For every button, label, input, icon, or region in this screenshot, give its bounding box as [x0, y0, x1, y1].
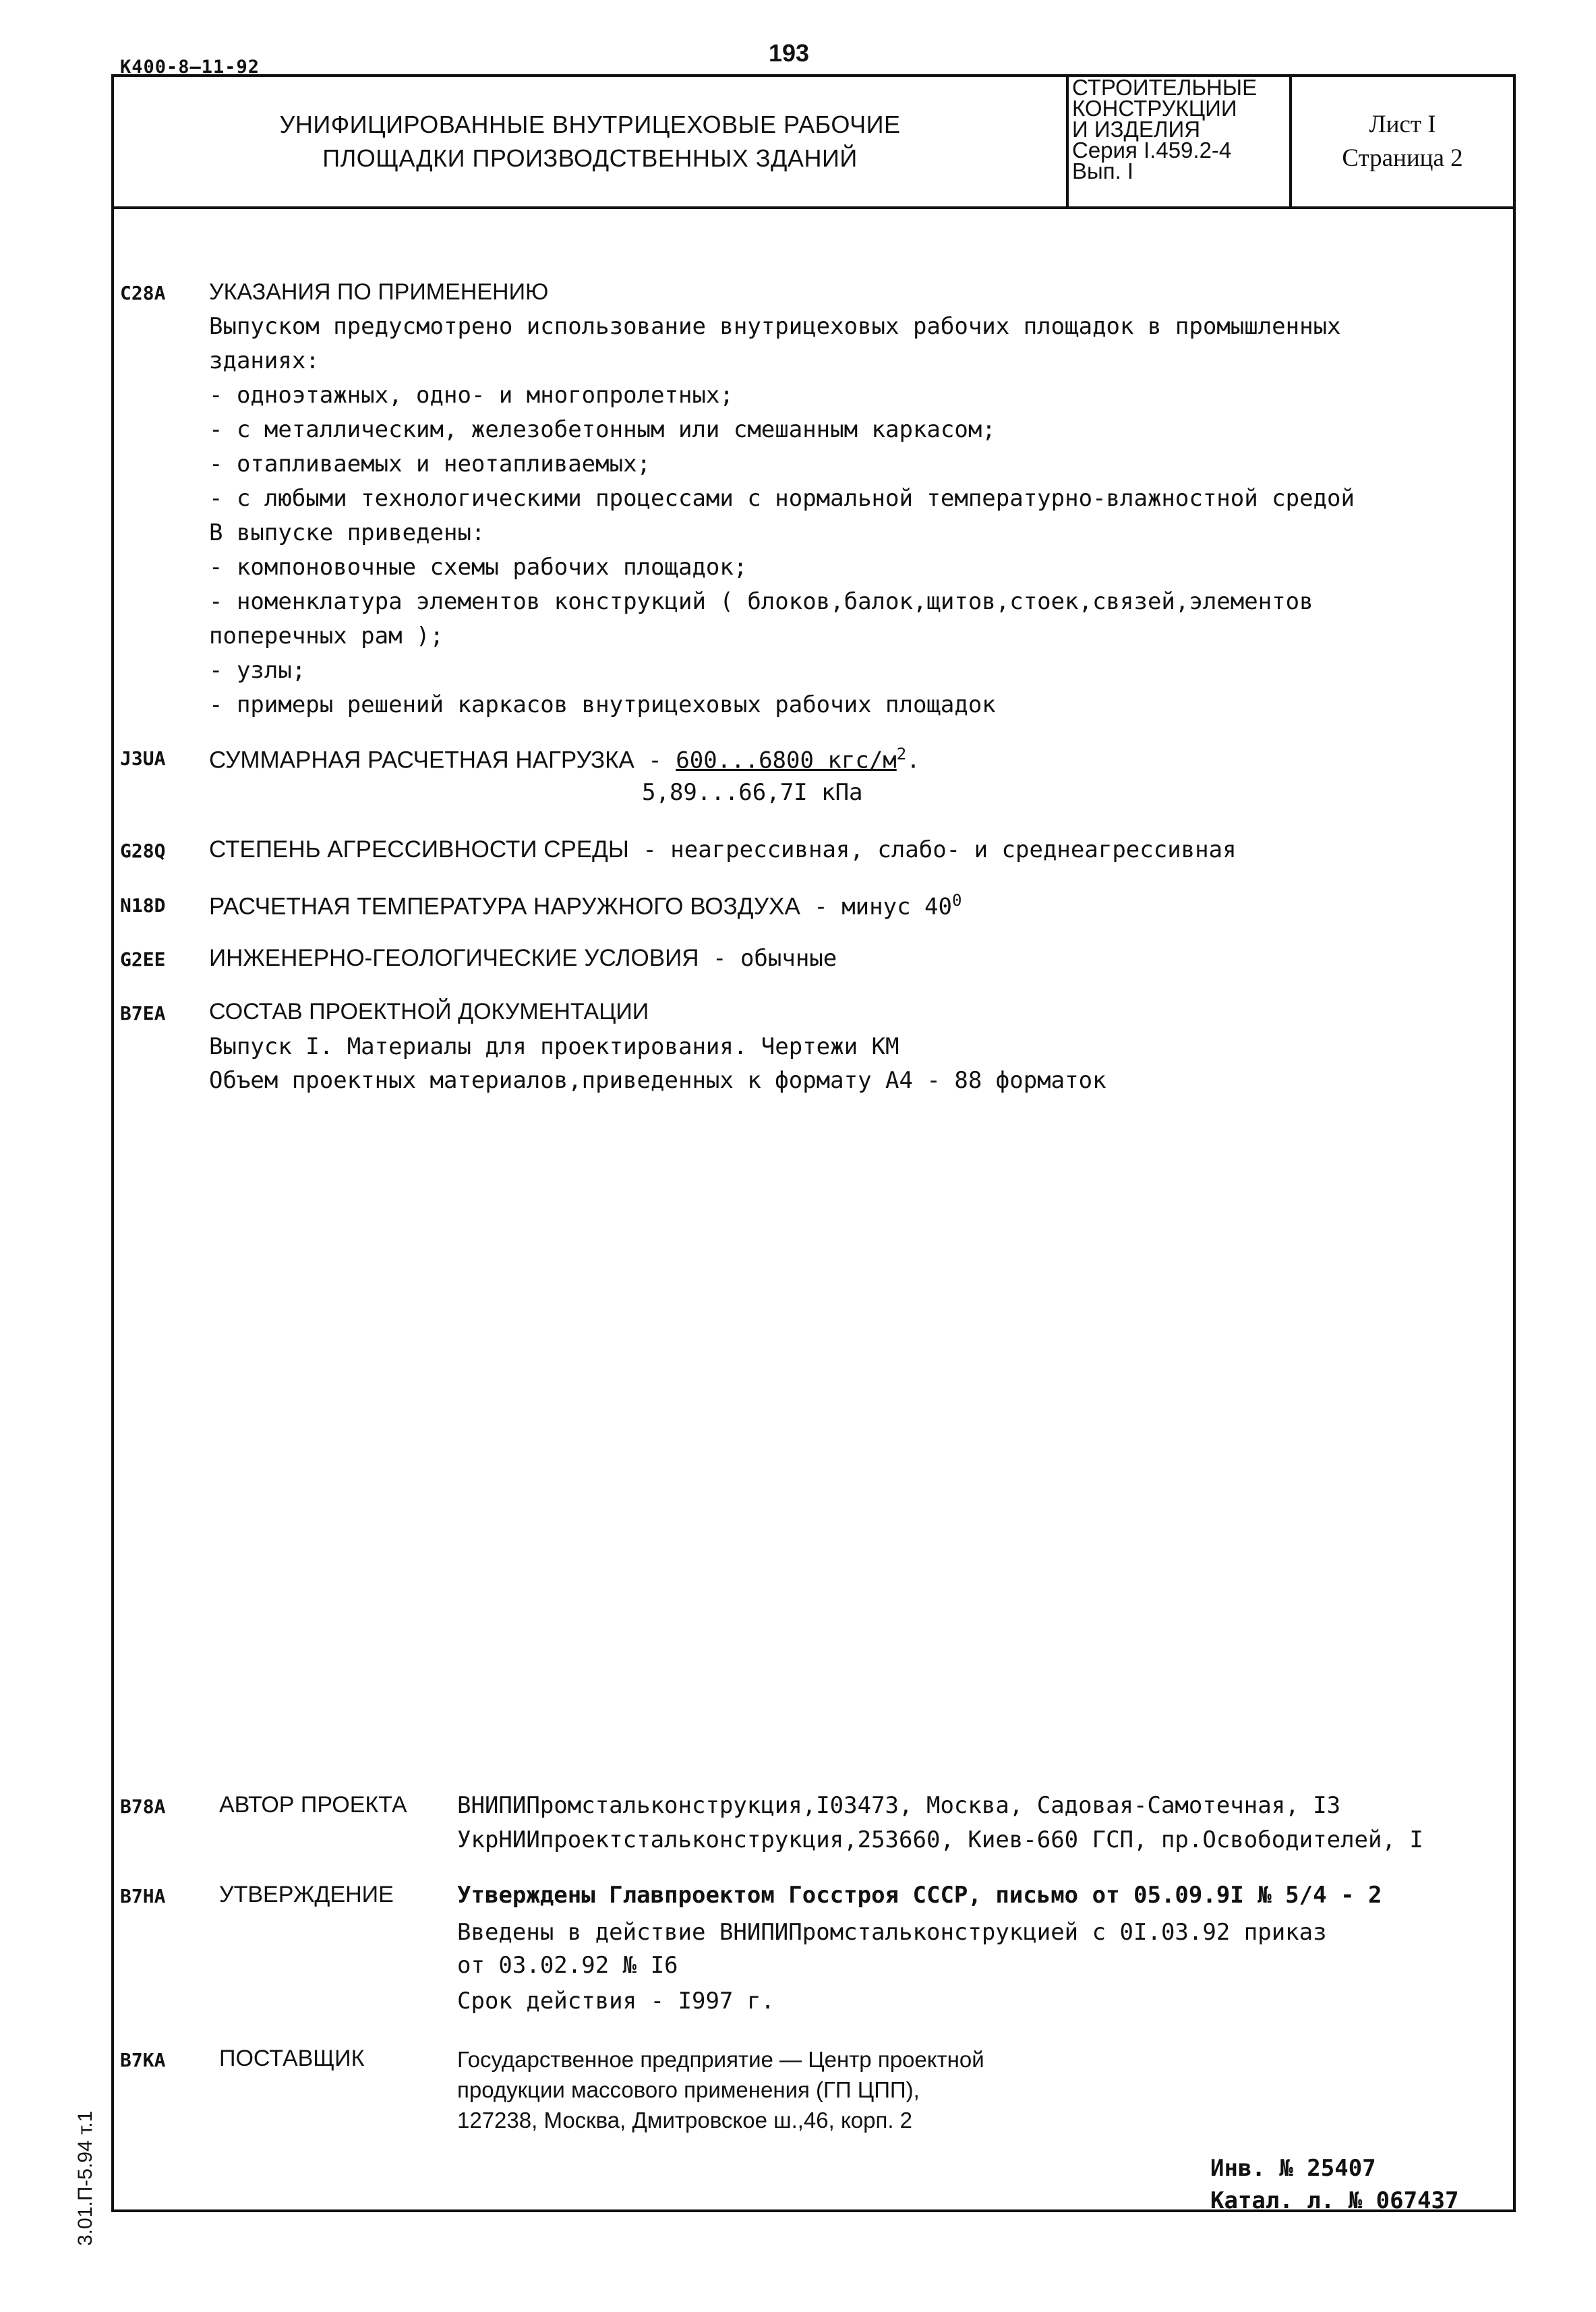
usage-line: - одноэтажных, одно- и многопролетных;	[209, 382, 734, 409]
side-stamp: 3.01.П-5.94 т.1	[74, 2110, 96, 2246]
section-code: J3UA	[120, 747, 166, 770]
usage-line: поперечных рам );	[209, 623, 444, 649]
title-line-2: ПЛОЩАДКИ ПРОИЗВОДСТВЕННЫХ ЗДАНИЙ	[322, 144, 858, 172]
approval-line: Введены в действие ВНИПИПромстальконструкцией с 0I.03.92 приказ	[457, 1919, 1327, 1946]
documentation-line: Объем проектных материалов,приведенных к формату А4 - 88 форматок	[209, 1067, 1106, 1094]
usage-line: зданиях:	[209, 347, 320, 374]
documentation-line: Выпуск I. Материалы для проектирования. Чертежи КМ	[209, 1033, 899, 1060]
usage-line: - узлы;	[209, 657, 306, 684]
section-code: B7HA	[120, 1885, 166, 1907]
temperature-text: - минус 40	[800, 893, 952, 921]
usage-line: Выпуском предусмотрено использование внутрицеховых рабочих площадок в промышленных	[209, 313, 1341, 340]
geology-row	[209, 945, 837, 972]
sheet-number: Лист I	[1369, 111, 1436, 138]
approval-line: от 03.02.92 № I6	[457, 1952, 678, 1979]
aggression-row	[209, 836, 1237, 863]
usage-line: - отапливаемых и неотапливаемых;	[209, 451, 651, 478]
load-dash: -	[634, 747, 676, 774]
load-value-kpa: 5,89...66,7I кПа	[642, 779, 863, 806]
section-code: G2EE	[120, 948, 166, 971]
usage-line: - компоновочные схемы рабочих площадок;	[209, 554, 748, 581]
section-code: B7KA	[120, 2049, 166, 2071]
supplier-heading: ПОСТАВЩИК	[219, 2046, 365, 2071]
author-heading: АВТОР ПРОЕКТА	[219, 1792, 407, 1818]
usage-line: - примеры решений каркасов внутрицеховых рабочих площадок	[209, 691, 996, 718]
header-divider-2	[1289, 74, 1292, 206]
series-block	[1072, 77, 1295, 181]
load-exponent: 2	[896, 745, 907, 763]
supplier-line: Государственное предприятие — Центр проектной	[457, 2047, 984, 2072]
author-line: УкрНИИпроектстальконструкция,253660, Киев-660 ГСП, пр.Освободителей, I	[457, 1826, 1423, 1853]
series-line: КОНСТРУКЦИИ	[1072, 96, 1237, 121]
approval-line: Срок действия - I997 г.	[457, 1988, 775, 2015]
documentation-heading: СОСТАВ ПРОЕКТНОЙ ДОКУМЕНТАЦИИ	[209, 999, 649, 1024]
geology-heading: ИНЖЕНЕРНО-ГЕОЛОГИЧЕСКИЕ УСЛОВИЯ	[209, 945, 699, 971]
usage-heading: УКАЗАНИЯ ПО ПРИМЕНЕНИЮ	[209, 279, 549, 305]
section-code: C28A	[120, 282, 166, 304]
usage-line: - с металлическим, железобетонным или смешанным каркасом;	[209, 416, 996, 443]
usage-line: - с любыми технологическими процессами с нормальной температурно-влажностной средой	[209, 485, 1355, 512]
load-heading: СУММАРНАЯ РАСЧЕТНАЯ НАГРУЗКА	[209, 747, 634, 774]
series-line: И ИЗДЕЛИЯ	[1072, 117, 1201, 142]
temperature-row	[209, 891, 962, 920]
supplier-line: продукции массового применения (ГП ЦПП),	[457, 2077, 920, 2102]
temperature-heading: РАСЧЕТНАЯ ТЕМПЕРАТУРА НАРУЖНОГО ВОЗДУХА	[209, 893, 800, 920]
catalog-number: Катал. л. № 067437	[1210, 2187, 1459, 2214]
approval-heading: УТВЕРЖДЕНИЕ	[219, 1882, 394, 1907]
section-code: B78A	[120, 1795, 166, 1818]
aggression-text: - неагрессивная, слабо- и среднеагрессивная	[628, 836, 1237, 863]
aggression-heading: СТЕПЕНЬ АГРЕССИВНОСТИ СРЕДЫ	[209, 836, 629, 863]
load-row	[209, 745, 920, 774]
document-title	[111, 108, 1069, 175]
usage-line: В выпуске приведены:	[209, 519, 485, 546]
series-line: СТРОИТЕЛЬНЫЕ	[1072, 75, 1258, 100]
usage-line: - номенклатура элементов конструкций ( блоков,балок,щитов,стоек,связей,элементов	[209, 588, 1313, 615]
approval-line: Утверждены Главпроектом Госстроя СССР, письмо от 05.09.9I № 5/4 - 2	[457, 1882, 1382, 1909]
sheet-block	[1301, 108, 1504, 175]
title-block	[111, 74, 1516, 209]
sheet-page: Страница 2	[1342, 144, 1463, 172]
document-code: К400-8—11-92	[120, 57, 260, 78]
geology-text: - обычные	[699, 945, 837, 972]
section-code: G28Q	[120, 840, 166, 862]
inventory-number: Инв. № 25407	[1210, 2155, 1376, 2182]
author-line: ВНИПИПромстальконструкция,I03473, Москва, Садовая-Самотечная, I3	[457, 1792, 1341, 1819]
supplier-line: 127238, Москва, Дмитровское ш.,46, корп. 2	[457, 2108, 913, 2133]
header-divider-1	[1066, 74, 1069, 206]
section-code: N18D	[120, 894, 166, 917]
temperature-degree: 0	[951, 891, 962, 910]
series-line: Серия I.459.2-4	[1072, 138, 1232, 163]
title-line-1: УНИФИЦИРОВАННЫЕ ВНУТРИЦЕХОВЫЕ РАБОЧИЕ	[279, 111, 901, 138]
section-code: B7EA	[120, 1002, 166, 1024]
load-value-end: .	[906, 747, 920, 774]
page-number: 193	[769, 39, 810, 67]
series-line: Вып. I	[1072, 158, 1134, 183]
load-value-kgf: 600...6800 кгс/м	[676, 747, 897, 774]
